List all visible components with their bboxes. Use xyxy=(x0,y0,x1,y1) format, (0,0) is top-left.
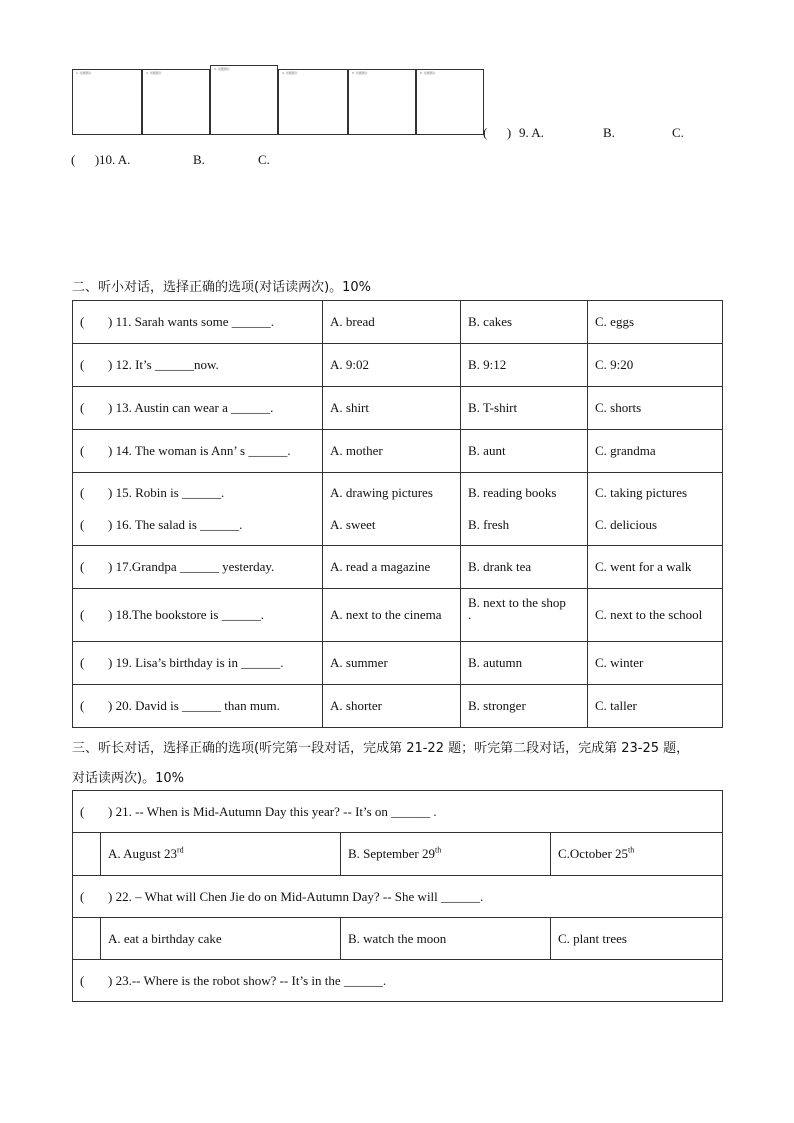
answer-paren[interactable]: ( xyxy=(80,400,85,415)
image-box-3 xyxy=(210,65,278,135)
image-box-6 xyxy=(416,69,484,135)
table-row xyxy=(73,876,723,918)
question-text: ) 14. The woman is Ann’ s ______. xyxy=(108,443,291,458)
q9-option-c[interactable]: C. xyxy=(672,125,684,140)
section3-heading-line1: 三、听长对话，选择正确的选项(听完第一段对话，完成第 21-22 题；听完第二段对话，完成第 23-25 题， xyxy=(72,741,690,756)
ordinal-suffix: th xyxy=(628,845,635,855)
q10-option-b[interactable]: B. xyxy=(193,152,205,167)
question-cell xyxy=(73,546,323,589)
option-b-text: B. next to the shop xyxy=(468,595,566,610)
option-a[interactable]: A. sweet xyxy=(330,517,376,532)
option-c-cell xyxy=(588,473,723,546)
table-row-double xyxy=(73,473,723,546)
option-a[interactable]: A. shorter xyxy=(323,685,461,728)
section2-table xyxy=(72,300,723,728)
option-a[interactable]: A. summer xyxy=(323,642,461,685)
table-row xyxy=(73,546,723,589)
option-a[interactable]: A. read a magazine xyxy=(323,546,461,589)
answer-paren[interactable]: ( xyxy=(80,559,85,574)
question-text: ) 16. The salad is ______. xyxy=(108,517,243,532)
image-box-2 xyxy=(142,69,210,135)
option-b[interactable]: B. drank tea xyxy=(461,546,588,589)
question-cell xyxy=(73,876,723,918)
option-a[interactable]: A. 9:02 xyxy=(323,344,461,387)
image-placeholder-text: 3. 试题图片 xyxy=(214,67,230,71)
image-placeholder-text: 1. 试题图片 xyxy=(76,71,92,75)
question-text: ) 15. Robin is ______. xyxy=(108,485,225,500)
ordinal-suffix: th xyxy=(435,845,442,855)
question-cell xyxy=(73,430,323,473)
table-row xyxy=(73,344,723,387)
option-c[interactable]: C. eggs xyxy=(588,301,723,344)
answer-paren[interactable]: ( xyxy=(80,485,85,500)
option-a[interactable]: A. shirt xyxy=(323,387,461,430)
option-a[interactable]: A. bread xyxy=(323,301,461,344)
option-a[interactable] xyxy=(101,833,341,876)
image-box-5 xyxy=(348,69,416,135)
option-c[interactable]: C. delicious xyxy=(595,517,658,532)
option-c[interactable]: C. plant trees xyxy=(551,918,723,960)
option-b[interactable]: B. aunt xyxy=(461,430,588,473)
option-b[interactable]: B. watch the moon xyxy=(341,918,551,960)
option-c[interactable]: C. shorts xyxy=(588,387,723,430)
option-a-cell xyxy=(323,473,461,546)
image-placeholder-text: 5. 试题图片 xyxy=(352,71,368,75)
option-a[interactable]: A. drawing pictures xyxy=(330,485,433,500)
q9-label: 9. A. xyxy=(519,125,544,140)
question-text: ) 11. Sarah wants some ______. xyxy=(108,314,274,329)
option-c[interactable]: C. 9:20 xyxy=(588,344,723,387)
table-row xyxy=(73,589,723,642)
question-text: ) 19. Lisa’s birthday is in ______. xyxy=(108,655,284,670)
table-row xyxy=(73,833,723,876)
question-text: ) 20. David is ______ than mum. xyxy=(108,698,280,713)
question-text: ) 13. Austin can wear a ______. xyxy=(108,400,274,415)
question-cell xyxy=(73,344,323,387)
question-cell xyxy=(73,960,723,1002)
question-cell xyxy=(73,301,323,344)
option-a[interactable]: A. next to the cinema xyxy=(323,589,461,642)
option-a[interactable]: A. eat a birthday cake xyxy=(101,918,341,960)
answer-paren[interactable]: ( xyxy=(80,357,85,372)
q10-label: 10. A. xyxy=(99,152,131,167)
option-c[interactable] xyxy=(551,833,723,876)
option-c[interactable]: C. grandma xyxy=(588,430,723,473)
table-row xyxy=(73,918,723,960)
q9-option-b[interactable]: B. xyxy=(603,125,615,140)
table-row xyxy=(73,791,723,833)
table-row xyxy=(73,387,723,430)
option-a[interactable]: A. mother xyxy=(323,430,461,473)
question-cell xyxy=(73,791,723,833)
answer-paren[interactable]: ( xyxy=(80,607,85,622)
option-c[interactable]: C. winter xyxy=(588,642,723,685)
option-a-text: A. August 23 xyxy=(108,846,177,861)
q9-paren[interactable]: ( ) xyxy=(483,125,512,140)
ordinal-suffix: rd xyxy=(176,845,184,855)
option-c-text: C.October 25 xyxy=(558,846,629,861)
option-c[interactable]: C. taller xyxy=(588,685,723,728)
answer-paren[interactable]: ( xyxy=(80,972,85,988)
indent-cell xyxy=(73,833,101,876)
question-cell xyxy=(73,642,323,685)
image-placeholder-text: 2. 试题图片 xyxy=(146,71,162,75)
option-b-dot: . xyxy=(468,607,472,622)
option-b[interactable]: B. T-shirt xyxy=(461,387,588,430)
question-text: ) 18.The bookstore is ______. xyxy=(108,607,264,622)
section3-table xyxy=(72,790,723,1002)
option-b-text: B. September 29 xyxy=(348,846,436,861)
option-b[interactable]: B. 9:12 xyxy=(461,344,588,387)
table-row xyxy=(73,430,723,473)
option-b[interactable] xyxy=(341,833,551,876)
q10-option-c[interactable]: C. xyxy=(258,152,270,167)
image-box-4 xyxy=(278,69,348,135)
table-row xyxy=(73,642,723,685)
option-b-cell xyxy=(461,473,588,546)
option-b[interactable] xyxy=(461,589,588,642)
section2-heading: 二、听小对话，选择正确的选项(对话读两次)。10% xyxy=(72,280,372,295)
question-cell xyxy=(73,685,323,728)
question-text: ) 17.Grandpa ______ yesterday. xyxy=(108,559,275,574)
image-placeholder-text: 6. 试题图片 xyxy=(420,71,436,75)
option-c[interactable]: C. taking pictures xyxy=(595,485,688,500)
question-cell xyxy=(73,473,323,546)
question-cell xyxy=(73,387,323,430)
answer-paren[interactable]: ( xyxy=(80,314,85,329)
question-text: ) 12. It’s ______now. xyxy=(108,357,219,372)
table-row xyxy=(73,960,723,1002)
option-b[interactable]: B. stronger xyxy=(461,685,588,728)
answer-paren[interactable]: ( xyxy=(80,517,85,532)
option-b[interactable]: B. autumn xyxy=(461,642,588,685)
option-c[interactable]: C. went for a walk xyxy=(588,546,723,589)
table-row xyxy=(73,301,723,344)
answer-paren[interactable]: ( xyxy=(80,655,85,670)
option-b[interactable]: B. cakes xyxy=(461,301,588,344)
answer-paren[interactable]: ( xyxy=(80,803,85,819)
q10-paren[interactable]: ( ) xyxy=(71,152,100,167)
answer-paren[interactable]: ( xyxy=(80,888,85,904)
answer-paren[interactable]: ( xyxy=(80,698,85,713)
section3-heading-line2: 对话读两次)。10% xyxy=(72,771,184,786)
option-c[interactable]: C. next to the school xyxy=(588,589,723,642)
option-b[interactable]: B. fresh xyxy=(468,517,510,532)
table-row xyxy=(73,685,723,728)
answer-paren[interactable]: ( xyxy=(80,443,85,458)
question-text: ) 22. – What will Chen Jie do on Mid-Autumn Day? -- She will ______. xyxy=(108,888,484,904)
option-b[interactable]: B. reading books xyxy=(468,485,557,500)
question-text: ) 23.-- Where is the robot show? -- It’s in the ______. xyxy=(108,972,387,988)
question-cell xyxy=(73,589,323,642)
image-placeholder-text: 4. 试题图片 xyxy=(282,71,298,75)
image-box-1 xyxy=(72,69,142,135)
indent-cell xyxy=(73,918,101,960)
question-text: ) 21. -- When is Mid-Autumn Day this year? -- It’s on ______ . xyxy=(108,803,437,819)
